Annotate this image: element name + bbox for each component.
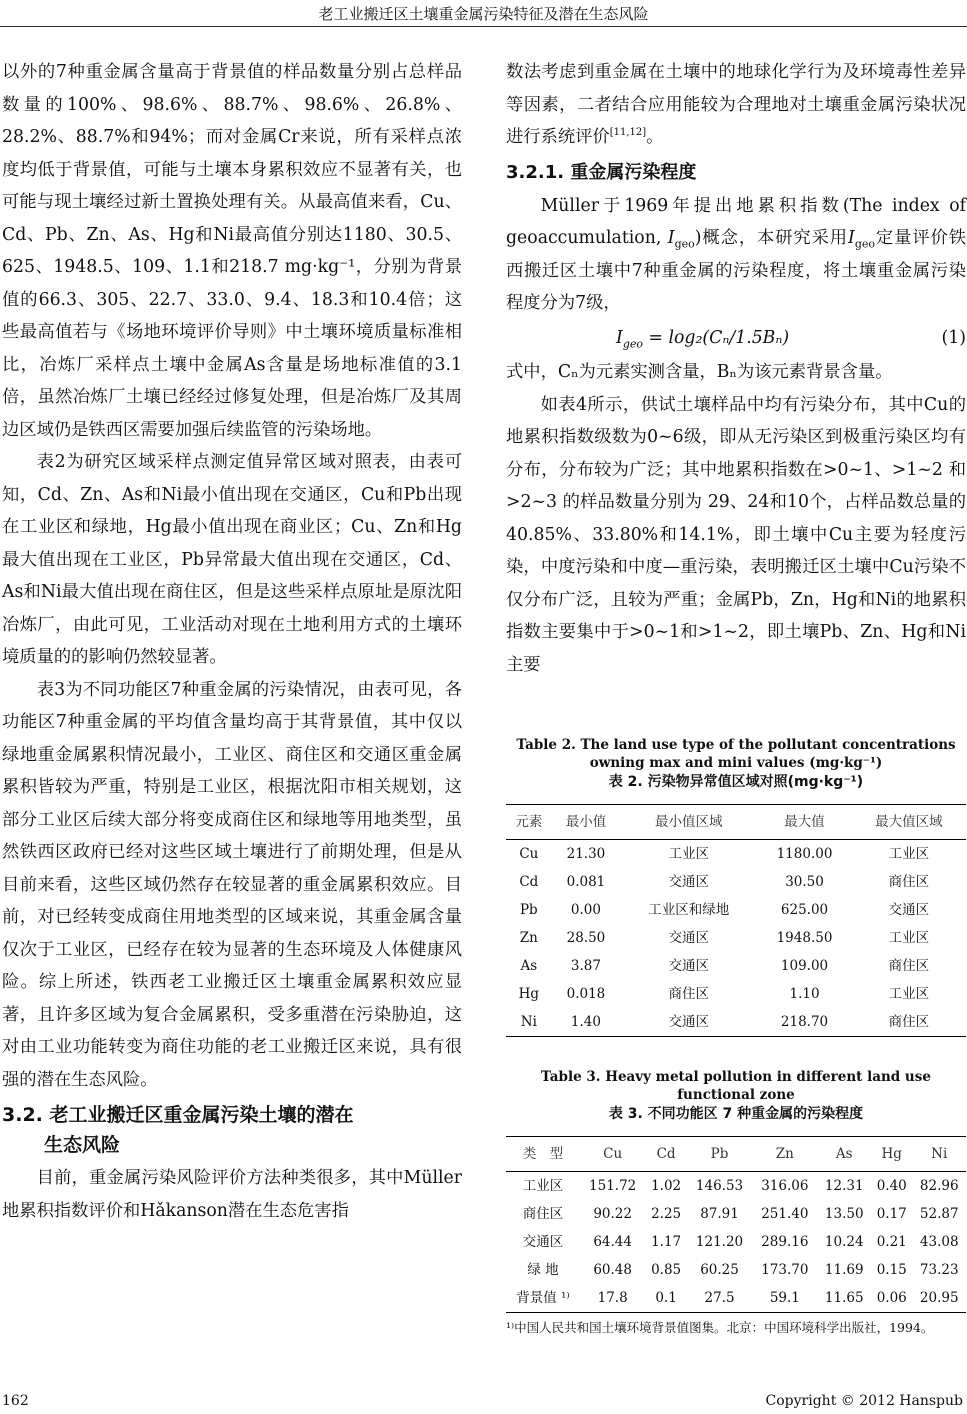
table-cell: 0.40 <box>876 1178 907 1194</box>
section-heading <box>2 1100 462 1160</box>
table-footnote: ¹⁾中国人民共和国土壤环境背景值图集。北京：中国环境科学出版社，1994。 <box>506 1320 934 1335</box>
table-cell: 商住区 <box>888 874 930 890</box>
paragraph: 目前，重金属污染风险评价方法种类很多，其中Müller地累积指数评价和Hǎkanson潜在生态危害指 <box>2 1168 462 1221</box>
table-2 <box>506 736 966 1037</box>
table-cell: 3.87 <box>570 958 601 974</box>
table-cell: 11.65 <box>818 1284 871 1313</box>
table-cell: 52.87 <box>919 1206 959 1222</box>
table-cell: 121.20 <box>695 1234 744 1250</box>
table-cell: 商住区 <box>852 1008 966 1037</box>
left-column <box>2 56 462 1227</box>
table-cell: Cd <box>519 874 539 890</box>
table-cell: 0.21 <box>876 1234 907 1250</box>
page-number: 162 <box>2 1393 29 1409</box>
table-cell: 20.95 <box>913 1284 967 1313</box>
table-cell: 工业区 <box>888 930 930 946</box>
table-cell: 316.06 <box>761 1178 809 1194</box>
table-cell: 173.70 <box>761 1262 809 1278</box>
table-cell: 交通区 <box>522 1234 564 1250</box>
table-cell: 218.70 <box>757 1008 851 1037</box>
table-cell: 1.40 <box>552 1008 621 1037</box>
right-column <box>506 56 966 681</box>
table-row <box>506 840 966 869</box>
table-cell: 1.02 <box>651 1178 682 1194</box>
column-header: 类 型 <box>506 1137 580 1172</box>
table-cell: 0.17 <box>876 1206 907 1222</box>
table-row <box>506 1008 966 1037</box>
column-header: 元素 <box>506 805 552 840</box>
table-caption-zh: 表 3. 不同功能区 7 种重金属的污染程度 <box>608 1106 864 1122</box>
table-cell: 0.15 <box>876 1262 907 1278</box>
table-cell: 11.69 <box>824 1262 864 1278</box>
table-cell: 625.00 <box>780 902 829 918</box>
paragraph: 表3为不同功能区7种重金属的污染情况，由表可见，各功能区7种重金属的平均值含量均高于其背景值，其中仅以绿地重金属累积情况最小，工业区、商住区和交通区重金属累积皆较为严重，特别是工业区，根据沈阳市相关规划，这部分工业区后续大部分将变成商住区和绿地等用地类型，虽然铁西区政府已经对这些区域土壤进行了前期处理，但是从目前来看，这些区域仍然存在较显著的重金属累积效应。目前，对已经转变成商住用地类型的区域来说，其重金属含量仅次于工业区，已经存在较为显著的生态环境及人体健康风险。综上所述，铁西老工业搬迁区土壤重金属累积效应显著，且许多区域为复合金属累积，受多重潜在污染胁迫，这对由工业功能转变为商住功能的老工业搬迁区来说，具有很强的潜在生态风险。 <box>2 679 462 1090</box>
table-cell: 60.48 <box>593 1262 632 1278</box>
table-cell: 2.25 <box>651 1206 682 1222</box>
table-row <box>506 1172 966 1201</box>
table-cell: 0.06 <box>871 1284 913 1313</box>
paragraph: Müller于1969年提出地累积指数(The index of geoaccumulation, $I_{geo}$)概念，本研究采用$I_{geo}$定量评价铁西搬迁区土壤中7种重金属的污染程度，将土壤重金属污染程度分为7级， <box>506 195 966 313</box>
header-rule <box>0 26 967 27</box>
paragraph: 如表4所示，供试土壤样品中均有污染分布，其中Cu的地累积指数级数为0~6级，即从无污染区到极重污染区均有分布，分布较为广泛；其中地累积指数在>0~1、>1~2 和>2~3 的样品数量分别为 29、24和10个，占样品数总量的40.85%、33.80%和14.1%，即土壤中Cu主要为轻度污染，中度污染和中度—重污染，表明搬迁区土壤中Cu污染不仅分布广泛，且较为严重；金属Pb，Zn，Hg和Ni的地累积指数主要集中于>0~1和>1~2，即土壤Pb、Zn、Hg和Ni主要 <box>506 394 966 675</box>
table-cell: 109.00 <box>780 958 829 974</box>
table-cell: 0.1 <box>645 1284 687 1313</box>
paragraph: 式中，Cₙ为元素实测含量，Bₙ为该元素背景含量。 <box>506 362 893 382</box>
table-cell: 交通区 <box>620 1008 757 1037</box>
table-cell: 28.50 <box>566 930 606 946</box>
table-cell: 21.30 <box>566 846 606 862</box>
table-cell: 1.17 <box>651 1234 682 1250</box>
table-row <box>506 924 966 952</box>
table-cell: 工业区 <box>888 986 930 1002</box>
table-row <box>506 1200 966 1228</box>
table-3 <box>506 1068 966 1337</box>
copyright: Copyright © 2012 Hanspub <box>765 1393 963 1409</box>
table-cell: 30.50 <box>785 874 824 890</box>
equation-number: (1) <box>941 327 966 348</box>
table-cell: 工业区 <box>522 1178 564 1194</box>
running-header: 老工业搬迁区土壤重金属污染特征及潜在生态风险 <box>318 5 649 23</box>
column-header: Cd <box>645 1137 687 1172</box>
table-cell: 1.10 <box>789 986 820 1002</box>
table-cell: 工业区 <box>888 846 930 862</box>
table-cell: 1180.00 <box>776 846 833 862</box>
table-caption-zh: 表 2. 污染物异常值区域对照(mg·kg⁻¹) <box>608 774 864 790</box>
table-cell: Zn <box>519 930 538 946</box>
table-row <box>506 896 966 924</box>
table-caption-en: Table 2. The land use type of the pollutant concentrations owning max and mini values (mg·kg⁻¹) <box>516 737 956 771</box>
table-cell: 12.31 <box>824 1178 864 1194</box>
table-cell: As <box>520 958 538 974</box>
table-cell: 59.1 <box>752 1284 817 1313</box>
table-cell: 251.40 <box>761 1206 809 1222</box>
table-cell: 背景值 ¹⁾ <box>506 1284 580 1313</box>
table-cell: Hg <box>518 986 540 1002</box>
table-cell: Ni <box>506 1008 552 1037</box>
table-cell: 17.8 <box>580 1284 645 1313</box>
table-cell: 交通区 <box>888 902 930 918</box>
table-cell: Cu <box>519 846 539 862</box>
table-cell: 151.72 <box>589 1178 637 1194</box>
table-cell: 交通区 <box>668 930 709 946</box>
column-header: Ni <box>913 1137 967 1172</box>
column-header: Hg <box>871 1137 913 1172</box>
table-row <box>506 980 966 1008</box>
table-cell: 工业区和绿地 <box>648 902 730 918</box>
section-title: 老工业搬迁区重金属污染土壤的潜在 <box>49 1104 354 1126</box>
subsection-heading: 3.2.1. 重金属污染程度 <box>506 161 697 183</box>
table-cell: 商住区 <box>522 1206 564 1222</box>
table-row <box>506 1228 966 1256</box>
column-header: Zn <box>752 1137 817 1172</box>
table-cell: 0.081 <box>566 874 606 890</box>
table-cell: 27.5 <box>687 1284 752 1313</box>
section-title-cont: 生态风险 <box>44 1134 121 1156</box>
table-cell: 工业区 <box>668 846 709 862</box>
table-cell: 商住区 <box>888 958 930 974</box>
column-header: 最小值区域 <box>620 805 757 840</box>
table-cell: 交通区 <box>668 874 709 890</box>
table-cell: 0.85 <box>651 1262 682 1278</box>
table-cell: 10.24 <box>824 1234 864 1250</box>
equation: $I_{geo} = \log_2(C_n/1.5B_n)$ (1) <box>506 322 966 355</box>
table-cell: 146.53 <box>695 1178 744 1194</box>
paragraph: 表2为研究区域采样点测定值异常区域对照表，由表可知，Cd、Zn、As和Ni最小值出现在交通区，Cu和Pb出现在工业区和绿地，Hg最小值出现在商业区；Cu、Zn和Hg最大值出现在工业区，Pb异常最大值出现在交通区，Cd、As和Ni最大值出现在商住区，但是这些采样点原址是原沈阳冶炼厂，由此可见，工业活动对现在土地利用方式的土壤环境质量的的影响仍然较显著。 <box>2 452 462 667</box>
column-header: Cu <box>580 1137 645 1172</box>
table-cell: 90.22 <box>593 1206 632 1222</box>
table-cell: 87.91 <box>700 1206 739 1222</box>
citation[interactable]: [11,12] <box>609 127 647 139</box>
paragraph: 以外的7种重金属含量高于背景值的样品数量分别占总样品数量的100%、98.6%、88.7%、98.6%、26.8%、28.2%、88.7%和94%；而对金属Cr来说，所有采样点浓度均低于背景值，可能与土壤本身累积效应不显著有关，也可能与现土壤经过新土置换处理有关。从最高值来看，Cu、Cd、Pb、Zn、As、Hg和Ni最高值分别达1180、30.5、625、1948.5、109、1.1和218.7 mg·kg⁻¹，分别为背景值的66.3、305、22.7、33.0、9.4、18.3和10.4倍；这些最高值若与《场地环境评价导则》中土壤环境质量标准相比，冶炼厂采样点土壤中金属As含量是场地标准值的3.1倍，虽然冶炼厂土壤已经经过修复处理，但是冶炼厂及其周边区域仍是铁西区需要加强后续监管的污染场地。 <box>2 62 462 440</box>
table-row <box>506 952 966 980</box>
table-cell: 绿 地 <box>527 1262 559 1278</box>
column-header: Pb <box>687 1137 752 1172</box>
table-cell: 82.96 <box>919 1178 959 1194</box>
table-cell: 0.018 <box>566 986 606 1002</box>
table-cell: 交通区 <box>668 958 709 974</box>
column-header: 最小值 <box>552 805 621 840</box>
column-header: As <box>818 1137 871 1172</box>
table-cell: 13.50 <box>824 1206 864 1222</box>
column-header: 最大值 <box>757 805 851 840</box>
section-number: 3.2. <box>2 1104 43 1126</box>
table-cell: 1948.50 <box>776 930 833 946</box>
table-cell: 43.08 <box>919 1234 959 1250</box>
table-cell: 0.00 <box>570 902 601 918</box>
table-cell: 60.25 <box>700 1262 739 1278</box>
table-row <box>506 1256 966 1284</box>
table-cell: 商住区 <box>668 986 709 1002</box>
table-cell: 73.23 <box>919 1262 959 1278</box>
table-cell: Pb <box>519 902 538 918</box>
table-row <box>506 1284 966 1313</box>
table-caption-en: Table 3. Heavy metal pollution in different land use functional zone <box>541 1069 931 1103</box>
table-row <box>506 868 966 896</box>
table-cell: 289.16 <box>761 1234 809 1250</box>
column-header: 最大值区域 <box>852 805 966 840</box>
table-cell: 64.44 <box>593 1234 632 1250</box>
paragraph: 数法考虑到重金属在土壤中的地球化学行为及环境毒性差异等因素，二者结合应用能较为合理地对土壤重金属污染状况进行系统评价[11,12]。 <box>506 62 966 147</box>
